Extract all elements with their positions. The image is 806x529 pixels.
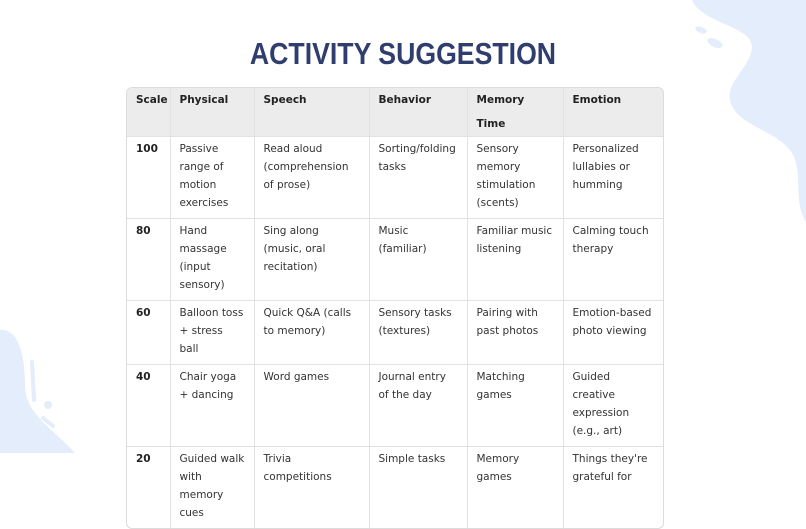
cell-speech: Word games <box>254 365 369 447</box>
cell-memory-time: Pairing with past photos <box>467 301 563 365</box>
cell-emotion: Calming touch therapy <box>563 219 663 301</box>
cell-physical: Guided walk with memory cues <box>170 447 254 529</box>
cell-memory-time: Sensory memory stimulation (scents) <box>467 137 563 219</box>
cell-physical: Hand massage (input sensory) <box>170 219 254 301</box>
page-title: ACTIVITY SUGGESTION <box>249 36 557 71</box>
cell-emotion: Guided creative expression (e.g., art) <box>563 365 663 447</box>
cell-physical: Balloon toss + stress ball <box>170 301 254 365</box>
cell-speech: Quick Q&A (calls to memory) <box>254 301 369 365</box>
cell-physical: Passive range of motion exercises <box>170 137 254 219</box>
cell-emotion: Things they're grateful for <box>572 453 648 483</box>
cell-memory-time: Matching games <box>467 365 563 447</box>
header-scale: Scale <box>127 88 170 137</box>
header-physical: Physical <box>170 88 254 137</box>
header-emotion: Emotion <box>563 88 663 137</box>
table-header-row <box>127 88 663 137</box>
table-row <box>127 447 663 529</box>
cell-emotion: Personalized lullabies or humming <box>563 137 663 219</box>
cell-speech: Trivia competitions <box>254 447 369 529</box>
cell-scale: 80 <box>127 219 170 301</box>
cell-speech: Read aloud (comprehension of prose) <box>254 137 369 219</box>
cell-behavior: Journal entry of the day <box>369 365 467 447</box>
header-memory-time: Memory Time <box>467 88 563 137</box>
cell-memory-time: Memory games <box>467 447 563 529</box>
cell-behavior: Sensory tasks (textures) <box>369 301 467 365</box>
cell-behavior: Music (familiar) <box>369 219 467 301</box>
cell-scale: 60 <box>127 301 170 365</box>
cell-speech: Sing along (music, oral recitation) <box>254 219 369 301</box>
header-speech: Speech <box>254 88 369 137</box>
cell-scale: 100 <box>127 137 170 219</box>
cell-behavior: Simple tasks <box>369 447 467 529</box>
table-row <box>127 219 663 301</box>
cell-scale: 40 <box>127 365 170 447</box>
table-row <box>127 137 663 219</box>
cell-emotion: Emotion-based photo viewing <box>563 301 663 365</box>
header-behavior: Behavior <box>369 88 467 137</box>
cell-physical: Chair yoga + dancing <box>170 365 254 447</box>
table-row <box>127 301 663 365</box>
cell-behavior: Sorting/folding tasks <box>369 137 467 219</box>
decorative-blob-bottom-left <box>0 300 120 453</box>
activity-table <box>126 87 664 529</box>
cell-memory-time: Familiar music listening <box>467 219 563 301</box>
table-row <box>127 365 663 447</box>
decorative-blob-top-right <box>680 0 806 230</box>
cell-scale: 20 <box>127 447 170 529</box>
